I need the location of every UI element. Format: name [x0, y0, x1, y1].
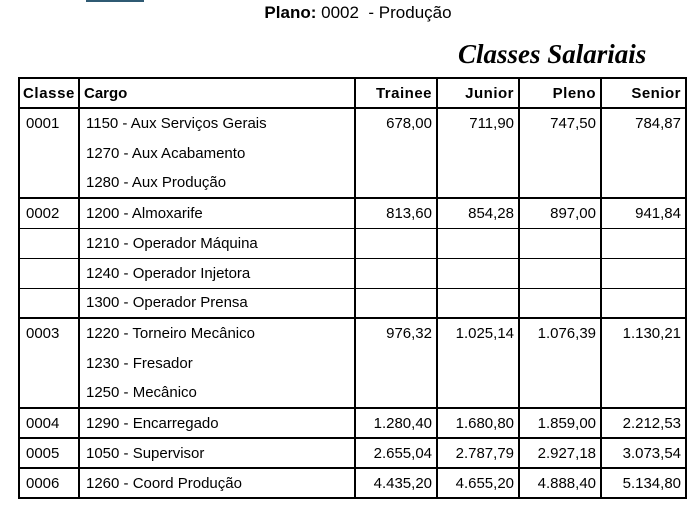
junior-cell	[437, 138, 519, 168]
cargo-cell: 1220 - Torneiro Mecânico	[79, 318, 355, 348]
table-row	[19, 228, 686, 258]
senior-cell	[601, 348, 686, 378]
trainee-cell: 813,60	[355, 198, 437, 228]
trainee-cell	[355, 378, 437, 408]
column-header-junior: Junior	[437, 78, 519, 108]
table-row	[19, 168, 686, 198]
senior-cell: 2.212,53	[601, 408, 686, 438]
cargo-cell: 1290 - Encarregado	[79, 408, 355, 438]
cargo-cell: 1200 - Almoxarife	[79, 198, 355, 228]
trainee-cell	[355, 258, 437, 288]
classe-cell	[19, 288, 79, 318]
junior-cell: 711,90	[437, 108, 519, 138]
classe-cell: 0001	[19, 108, 79, 138]
trainee-cell: 1.280,40	[355, 408, 437, 438]
trainee-cell: 976,32	[355, 318, 437, 348]
trainee-cell: 2.655,04	[355, 438, 437, 468]
pleno-cell: 4.888,40	[519, 468, 601, 498]
classe-cell	[19, 348, 79, 378]
senior-cell	[601, 138, 686, 168]
table-row	[19, 288, 686, 318]
trainee-cell	[355, 228, 437, 258]
senior-cell: 3.073,54	[601, 438, 686, 468]
junior-cell	[437, 228, 519, 258]
junior-cell	[437, 288, 519, 318]
senior-cell	[601, 168, 686, 198]
cargo-cell: 1260 - Coord Produção	[79, 468, 355, 498]
pleno-cell: 897,00	[519, 198, 601, 228]
pleno-cell	[519, 258, 601, 288]
table-row	[19, 438, 686, 468]
classe-cell: 0002	[19, 198, 79, 228]
pleno-cell	[519, 168, 601, 198]
classe-cell	[19, 258, 79, 288]
trainee-cell: 678,00	[355, 108, 437, 138]
classe-cell: 0006	[19, 468, 79, 498]
pleno-cell	[519, 288, 601, 318]
senior-cell: 5.134,80	[601, 468, 686, 498]
table-row	[19, 378, 686, 408]
plan-header	[0, 2, 698, 24]
table-row	[19, 138, 686, 168]
report-title: Classes Salariais	[458, 39, 647, 69]
pleno-cell: 1.859,00	[519, 408, 601, 438]
classe-cell	[19, 228, 79, 258]
trainee-cell	[355, 168, 437, 198]
classe-cell	[19, 168, 79, 198]
plan-name: Produção	[378, 3, 452, 22]
plan-code: 0002	[321, 3, 359, 22]
cargo-cell: 1270 - Aux Acabamento	[79, 138, 355, 168]
senior-cell	[601, 288, 686, 318]
classe-cell	[19, 378, 79, 408]
column-header-trainee: Trainee	[355, 78, 437, 108]
junior-cell: 1.680,80	[437, 408, 519, 438]
table-row	[19, 198, 686, 228]
senior-cell: 1.130,21	[601, 318, 686, 348]
plan-label: Plano:	[264, 3, 317, 22]
senior-cell	[601, 228, 686, 258]
table-row	[19, 408, 686, 438]
column-header-cargo: Cargo	[79, 78, 355, 108]
junior-cell: 4.655,20	[437, 468, 519, 498]
junior-cell	[437, 168, 519, 198]
classe-cell: 0003	[19, 318, 79, 348]
table-row	[19, 108, 686, 138]
column-header-senior: Senior	[601, 78, 686, 108]
pleno-cell: 1.076,39	[519, 318, 601, 348]
senior-cell	[601, 378, 686, 408]
classe-cell: 0004	[19, 408, 79, 438]
cargo-cell: 1250 - Mecânico	[79, 378, 355, 408]
cargo-cell: 1240 - Operador Injetora	[79, 258, 355, 288]
table-row	[19, 258, 686, 288]
table-row	[19, 318, 686, 348]
junior-cell	[437, 348, 519, 378]
senior-cell: 941,84	[601, 198, 686, 228]
classe-cell	[19, 138, 79, 168]
pleno-cell	[519, 138, 601, 168]
column-header-classe: Classe	[19, 78, 79, 108]
table-row	[19, 348, 686, 378]
trainee-cell: 4.435,20	[355, 468, 437, 498]
salary-classes-table	[18, 77, 687, 499]
table-header-row	[19, 78, 686, 108]
trainee-cell	[355, 348, 437, 378]
column-header-pleno: Pleno	[519, 78, 601, 108]
cargo-cell: 1050 - Supervisor	[79, 438, 355, 468]
cargo-cell: 1280 - Aux Produção	[79, 168, 355, 198]
junior-cell: 2.787,79	[437, 438, 519, 468]
plan-separator: -	[363, 3, 379, 22]
pleno-cell	[519, 228, 601, 258]
junior-cell: 1.025,14	[437, 318, 519, 348]
trainee-cell	[355, 138, 437, 168]
junior-cell	[437, 378, 519, 408]
junior-cell	[437, 258, 519, 288]
junior-cell: 854,28	[437, 198, 519, 228]
cargo-cell: 1300 - Operador Prensa	[79, 288, 355, 318]
classe-cell: 0005	[19, 438, 79, 468]
senior-cell: 784,87	[601, 108, 686, 138]
table-row	[19, 468, 686, 498]
pleno-cell	[519, 348, 601, 378]
senior-cell	[601, 258, 686, 288]
trainee-cell	[355, 288, 437, 318]
pleno-cell: 2.927,18	[519, 438, 601, 468]
cargo-cell: 1210 - Operador Máquina	[79, 228, 355, 258]
cargo-cell: 1230 - Fresador	[79, 348, 355, 378]
pleno-cell	[519, 378, 601, 408]
cargo-cell: 1150 - Aux Serviços Gerais	[79, 108, 355, 138]
pleno-cell: 747,50	[519, 108, 601, 138]
